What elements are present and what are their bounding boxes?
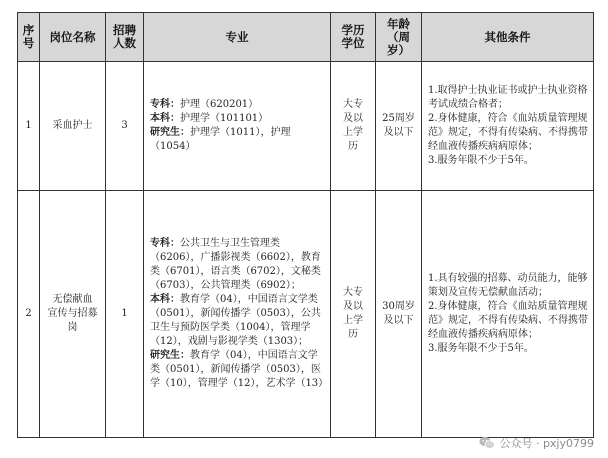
header-other: 其他条件 <box>422 13 594 62</box>
row-education: 大专 及以 上学 历 <box>331 191 376 438</box>
major-label: 本科： <box>150 294 180 305</box>
wechat-icon <box>479 436 495 450</box>
major-label: 本科： <box>150 113 180 124</box>
condition-line: 1.取得护士执业证书或护士执业资格考试成绩合格者； <box>428 85 588 110</box>
row-count: 3 <box>106 62 144 191</box>
condition-line: 3.服务年限不少于5年。 <box>428 155 534 166</box>
condition-line: 2.身体健康，符合《血站质量管理规范》规定，不得有传染病、不得携带经血液传播疾病病原体； <box>428 301 588 340</box>
header-seq: 序 号 <box>18 13 40 62</box>
major-line <box>150 237 326 293</box>
row-seq: 1 <box>18 62 40 191</box>
row-major <box>144 62 331 191</box>
major-line <box>150 126 326 154</box>
major-label: 研究生： <box>150 127 190 138</box>
major-label: 研究生： <box>150 350 190 361</box>
row-position: 无偿献血 宣传与招募 岗 <box>40 191 106 438</box>
row-other <box>422 62 594 191</box>
watermark <box>479 435 594 451</box>
table-row <box>18 62 594 191</box>
major-line <box>150 98 326 112</box>
major-line <box>150 112 326 126</box>
row-position: 采血护士 <box>40 62 106 191</box>
major-line <box>150 349 329 391</box>
row-major <box>144 191 331 438</box>
condition-line: 2.身体健康，符合《血站质量管理规范》规定，不得有传染病、不得携带经血液传播疾病病原体； <box>428 113 588 152</box>
table-header-row <box>18 13 594 62</box>
condition-line: 1.具有较强的招募、动员能力，能够策划及宣传无偿献血活动； <box>428 273 588 298</box>
recruitment-table <box>17 12 594 438</box>
header-position: 岗位名称 <box>40 13 106 62</box>
header-age: 年龄 （周 岁） <box>376 13 422 62</box>
watermark-text: 公众号 · pxjy0799 <box>499 437 594 450</box>
row-education: 大专 及以 上学 历 <box>331 62 376 191</box>
table-row <box>18 191 594 438</box>
major-text: 护理（620201） <box>180 99 259 110</box>
major-text: 教育学（04），中国语言文学类（0501），新闻传播学（0503），公共卫生与预防医学类（1004），管理学（12），戏剧与影视学类（1303）； <box>150 294 321 347</box>
header-count: 招聘 人数 <box>106 13 144 62</box>
major-label: 专科： <box>150 99 180 110</box>
major-line <box>150 293 326 349</box>
row-count: 1 <box>106 191 144 438</box>
major-text: 公共卫生与卫生管理类（6206），广播影视类（6602），教育类（6701），语言类（6702），文秘类（6703），公共管理类（6902）； <box>150 238 321 291</box>
header-education: 学历 学位 <box>331 13 376 62</box>
condition-line: 3.服务年限不少于5年。 <box>428 343 534 354</box>
major-text: 护理学（1011），护理（1054） <box>150 127 291 152</box>
row-age: 30周岁 及以下 <box>376 191 422 438</box>
row-age: 25周岁 及以下 <box>376 62 422 191</box>
major-label: 专科： <box>150 238 180 249</box>
row-other <box>422 191 594 438</box>
header-major: 专业 <box>144 13 331 62</box>
major-text: 教育学（04），中国语言文学类（0501），新闻传播学（0503），医学（10），管理学（12），艺术学（13） <box>150 350 329 389</box>
row-seq: 2 <box>18 191 40 438</box>
major-text: 护理学（101101） <box>180 113 269 124</box>
